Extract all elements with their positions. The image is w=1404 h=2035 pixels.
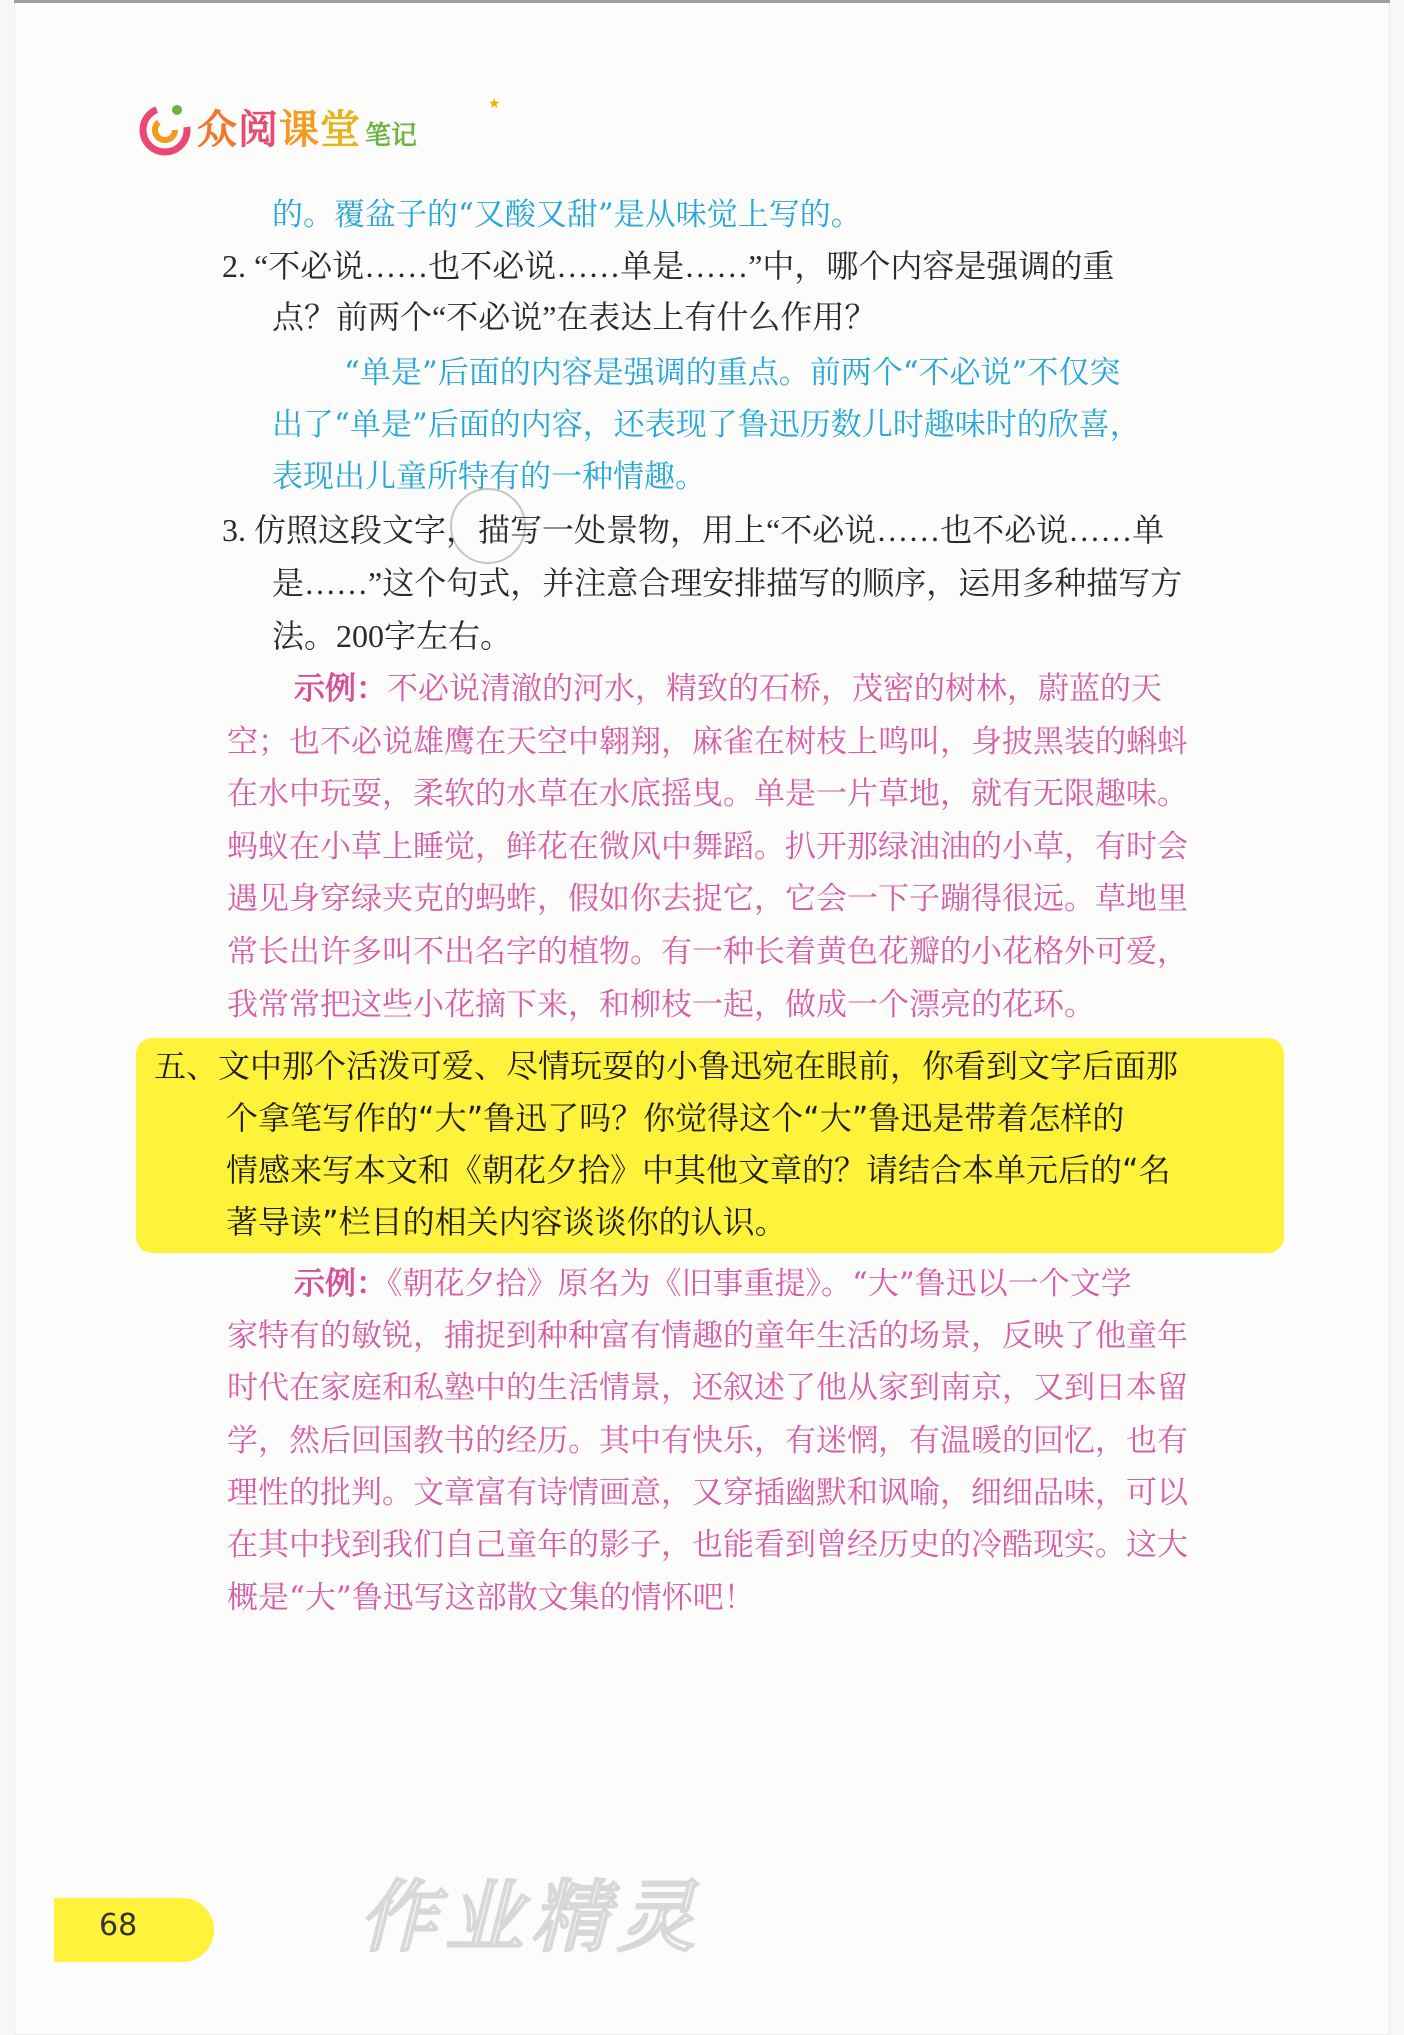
example-3-line-1 xyxy=(294,669,1162,709)
example-3-line-7: 我常常把这些小花摘下来，和柳枝一起，做成一个漂亮的花环。 xyxy=(227,987,1095,1023)
answer-1-tail: 的。覆盆子的“又酸又甜”是从味觉上写的。 xyxy=(272,197,862,233)
example-5-label: 示例： xyxy=(294,1266,387,1302)
question-3-line-2: 是……”这个句式，并注意合理安排描写的顺序，运用多种描写方 xyxy=(272,565,1183,601)
answer-2-line-3: 表现出儿童所特有的一种情趣。 xyxy=(272,459,706,495)
example-5-line-3: 时代在家庭和私塾中的生活情景，还叙述了他从家到南京，又到日本留 xyxy=(227,1370,1188,1406)
logo-char-4: 堂 xyxy=(320,107,361,153)
example-5-line-1 xyxy=(294,1264,1132,1304)
question-5-line-4: 著导读”栏目的相关内容谈谈你的认识。 xyxy=(226,1203,787,1241)
example-3-line-3: 在水中玩耍，柔软的水草在水底摇曳。单是一片草地，就有无限趣味。 xyxy=(227,776,1188,812)
example-5-line-4: 学，然后回国教书的经历。其中有快乐，有迷惘，有温暖的回忆，也有 xyxy=(227,1423,1188,1459)
example-5-line-7: 概是“大”鲁迅写这部散文集的情怀吧！ xyxy=(227,1580,755,1616)
example-3-line-5: 遇见身穿绿夹克的蚂蚱，假如你去捉它，它会一下子蹦得很远。草地里 xyxy=(227,881,1188,917)
brand-logo xyxy=(137,96,417,156)
question-5-line-1: 五、文中那个活泼可爱、尽情玩耍的小鲁迅宛在眼前，你看到文字后面那 xyxy=(154,1047,1179,1085)
star-icon: ★ xyxy=(488,96,501,112)
logo-swirl-icon xyxy=(137,100,193,156)
answer-2-line-2: 出了“单是”后面的内容，还表现了鲁迅历数儿时趣味时的欣喜， xyxy=(272,407,1141,443)
watermark: 作业精灵 xyxy=(359,1873,704,1963)
question-2-line-2: 点？前两个“不必说”在表达上有什么作用？ xyxy=(272,299,877,335)
example-3-line-6: 常长出许多叫不出名字的植物。有一种长着黄色花瓣的小花格外可爱， xyxy=(227,934,1188,970)
question-5-line-2: 个拿笔写作的“大”鲁迅了吗？你觉得这个“大”鲁迅是带着怎样的 xyxy=(226,1099,1125,1137)
question-3-line-3: 法。200字左右。 xyxy=(272,618,513,654)
example-3-text-1: 不必说清澈的河水，精致的石桥，茂密的树林，蔚蓝的天 xyxy=(387,671,1162,707)
logo-char-2: 阅 xyxy=(238,107,279,153)
example-3-line-4: 蚂蚁在小草上睡觉，鲜花在微风中舞蹈。扒开那绿油油的小草，有时会 xyxy=(227,829,1188,865)
logo-char-1: 众 xyxy=(197,107,238,153)
example-5-line-6: 在其中找到我们自己童年的影子，也能看到曾经历史的冷酷现实。这大 xyxy=(227,1527,1188,1563)
logo-title xyxy=(197,104,361,156)
example-5-text-1: 《朝花夕拾》原名为《旧事重提》。“大”鲁迅以一个文学 xyxy=(387,1266,1132,1302)
question-5-line-3: 情感来写本文和《朝花夕拾》中其他文章的？请结合本单元后的“名 xyxy=(226,1151,1171,1189)
logo-subtitle: 笔记 xyxy=(365,121,418,151)
example-3-line-2: 空；也不必说雄鹰在天空中翱翔，麻雀在树枝上鸣叫，身披黑装的蝌蚪 xyxy=(227,724,1188,760)
textbook-page xyxy=(14,0,1390,2035)
example-5-line-2: 家特有的敏锐，捕捉到种种富有情趣的童年生活的场景，反映了他童年 xyxy=(227,1318,1188,1354)
page-number: 68 xyxy=(99,1908,138,1943)
question-3-line-1: 3. 仿照这段文字，描写一处景物，用上“不必说……也不必说……单 xyxy=(222,512,1165,548)
logo-char-3: 课 xyxy=(279,107,320,153)
question-2-line-1: 2. “不必说……也不必说……单是……”中，哪个内容是强调的重 xyxy=(222,248,1115,284)
example-label: 示例： xyxy=(294,671,387,707)
answer-2-line-1: “单是”后面的内容是强调的重点。前两个“不必说”不仅突 xyxy=(344,355,1121,391)
example-5-line-5: 理性的批判。文章富有诗情画意，又穿插幽默和讽喻，细细品味，可以 xyxy=(227,1475,1188,1511)
top-border xyxy=(14,0,1390,3)
